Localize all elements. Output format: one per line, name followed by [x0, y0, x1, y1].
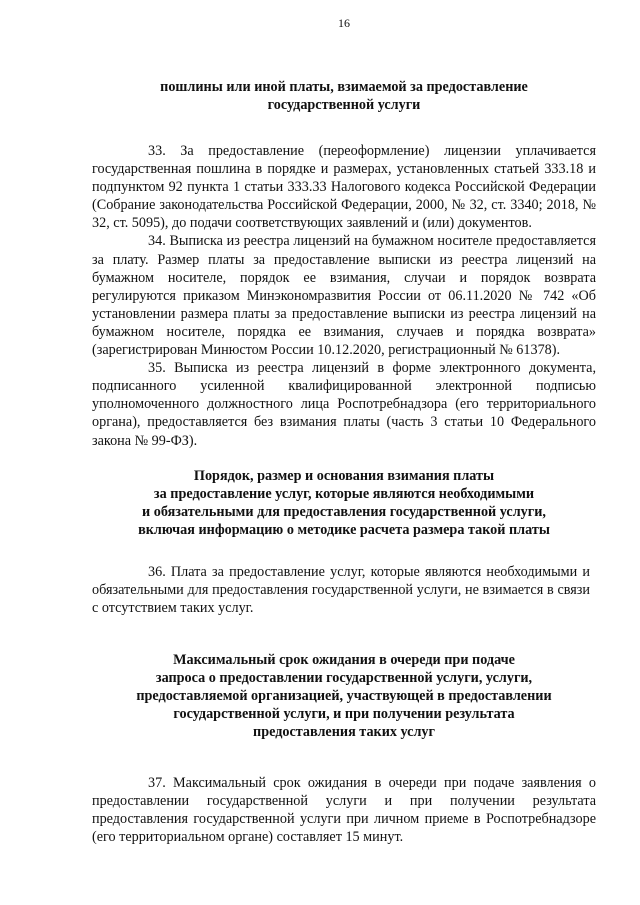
section-heading-queue-time — [92, 651, 596, 741]
paragraph-36: 36. Плата за предоставление услуг, которые являются необходимыми и обязательными для предоставления государственной услуги, не взимается в связи с отсутствием таких услуг. — [92, 563, 590, 616]
paragraph-35: 35. Выписка из реестра лицензий в форме электронного документа, подписанного усиленной квалифицированной электронной подписью уполномоченного должностного лица Роспотребнадзора (его территориального органа), предоставляется без взимания платы (часть 3 статьи 10 Федерального закона № 99-ФЗ). — [92, 360, 596, 449]
page-number: 16 — [338, 16, 350, 30]
heading-line: и обязательными для предоставления государственной услуги, — [142, 503, 546, 520]
heading-line: государственной услуги, и при получении результата — [173, 705, 515, 722]
paragraph-33: 33. За предоставление (переоформление) лицензии уплачивается государственная пошлина в порядке и размерах, установленных статьей 333.18 и подпунктом 92 пункта 1 статьи 333.33 Налогового кодекса Российской Федерации (Собрание законодательства Российской Федерации, 2000, № 32, ст. 3340; 2018, № 32, ст. 5095), до подачи соответствующих заявлений и (или) документов. — [92, 143, 596, 232]
heading-line: государственной услуги — [267, 97, 421, 113]
paragraph-37: 37. Максимальный срок ожидания в очереди при подаче заявления о предоставлении государственной услуги и при получении результата предоставления государственной услуги при личном приеме в Роспотребнадзоре (его территориальном органе) составляет 15 минут. — [92, 774, 596, 846]
heading-line: предоставляемой организацией, участвующей в предоставлении — [136, 687, 552, 704]
section-heading-fee — [92, 78, 596, 114]
heading-line: пошлины или иной платы, взимаемой за предоставление — [160, 79, 528, 95]
heading-line: включая информацию о методике расчета размера такой платы — [138, 521, 550, 538]
heading-line: за предоставление услуг, которые являются необходимыми — [153, 485, 535, 502]
heading-line: Порядок, размер и основания взимания платы — [193, 467, 495, 484]
heading-line: Максимальный срок ожидания в очереди при подаче — [173, 651, 515, 668]
paragraph-34: 34. Выписка из реестра лицензий на бумажном носителе предоставляется за плату. Размер платы за предоставление выписки из реестра лицензий на бумажном носителе, порядок ее взимания, случаи и порядок возврата регулируются приказом Минэкономразвития России от 06.11.2020 № 742 «Об установлении размера платы за предоставление выписки из реестра лицензий на бумажном носителе, порядка ее взимания, случаев и порядка возврата» (зарегистрирован Минюстом России 10.12.2020, регистрационный № 61378). — [92, 233, 596, 359]
heading-line: предоставления таких услуг — [253, 723, 435, 740]
heading-line: запроса о предоставлении государственной услуги, услуги, — [155, 669, 533, 686]
section-heading-payment-procedure — [92, 467, 596, 539]
